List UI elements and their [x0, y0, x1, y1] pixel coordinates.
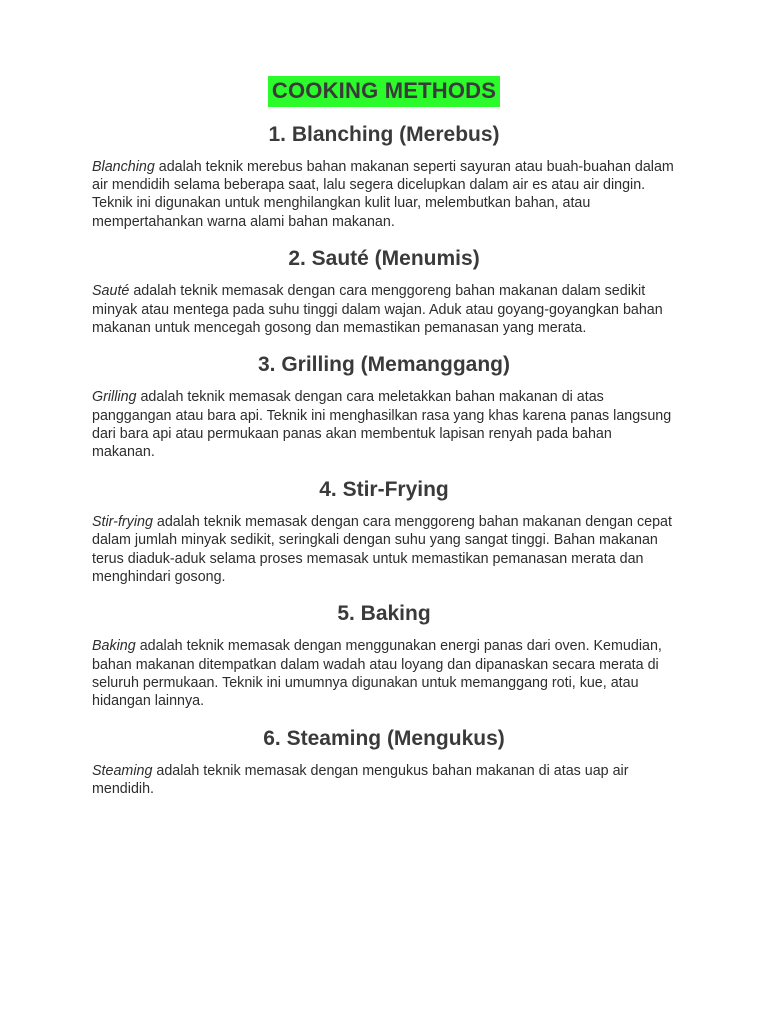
section-lead-term: Blanching	[92, 158, 155, 175]
section-lead-term: Steaming	[92, 762, 153, 779]
section-heading: 6. Steaming (Mengukus)	[263, 726, 505, 750]
section-body-text: adalah teknik memasak dengan menggunakan energi panas dari oven. Kemudian, bahan makanan ditempatkan dalam wadah atau loyang dan dipanaskan secara merata di seluruh permukaan. Teknik ini umumnya digunakan untuk memanggang roti, kue, atau hidangan lainnya.	[92, 638, 662, 710]
section-paragraph	[92, 158, 676, 231]
section-heading: 5. Baking	[337, 602, 431, 626]
section-lead-term: Baking	[92, 638, 136, 655]
section-lead-term: Grilling	[92, 389, 137, 406]
section-heading: 4. Stir-Frying	[319, 477, 449, 501]
section-lead-term: Stir-frying	[92, 513, 153, 530]
section-steaming	[92, 725, 676, 799]
section-body-text: adalah teknik merebus bahan makanan seperti sayuran atau buah-buahan dalam air mendidih selama beberapa saat, lalu segera dicelupkan dalam air es atau air dingin. Teknik ini digunakan untuk menghilangkan kulit luar, melembutkan bahan, atau mempertahankan warna alami bahan makanan.	[92, 158, 674, 230]
section-blanching	[92, 121, 676, 231]
section-body-text: adalah teknik memasak dengan cara menggoreng bahan makanan dalam sedikit minyak atau mentega pada suhu tinggi dalam wajan. Aduk atau goyang-goyangkan bahan makanan untuk mencegah gosong dan memastikan pemanasan yang merata.	[92, 283, 663, 336]
section-paragraph	[92, 513, 676, 586]
page-title-text: COOKING METHODS	[268, 76, 500, 107]
section-paragraph	[92, 637, 676, 710]
section-heading: 2. Sauté (Menumis)	[288, 246, 480, 270]
section-body-text: adalah teknik memasak dengan mengukus bahan makanan di atas uap air mendidih.	[92, 762, 629, 798]
section-grilling	[92, 351, 676, 461]
section-lead-term: Sauté	[92, 283, 130, 300]
section-baking	[92, 600, 676, 710]
section-stir-frying	[92, 476, 676, 586]
section-body-text: adalah teknik memasak dengan cara meletakkan bahan makanan di atas panggangan atau bara api. Teknik ini menghasilkan rasa yang khas karena panas langsung dari bara api atau permukaan panas akan membentuk lapisan renyah pada bahan makanan.	[92, 389, 672, 461]
section-paragraph	[92, 282, 676, 337]
section-heading: 1. Blanching (Merebus)	[268, 122, 500, 146]
section-heading: 3. Grilling (Memanggang)	[257, 353, 510, 377]
section-body-text: adalah teknik memasak dengan cara menggoreng bahan makanan dengan cepat dalam jumlah minyak sedikit, seringkali dengan suhu yang sangat tinggi. Bahan makanan terus diaduk-aduk selama proses memasak untuk memastikan pemanasan merata dan menghindari gosong.	[92, 513, 672, 585]
page-title	[92, 76, 676, 107]
section-paragraph	[92, 388, 676, 461]
section-saute	[92, 245, 676, 337]
section-paragraph	[92, 762, 676, 799]
